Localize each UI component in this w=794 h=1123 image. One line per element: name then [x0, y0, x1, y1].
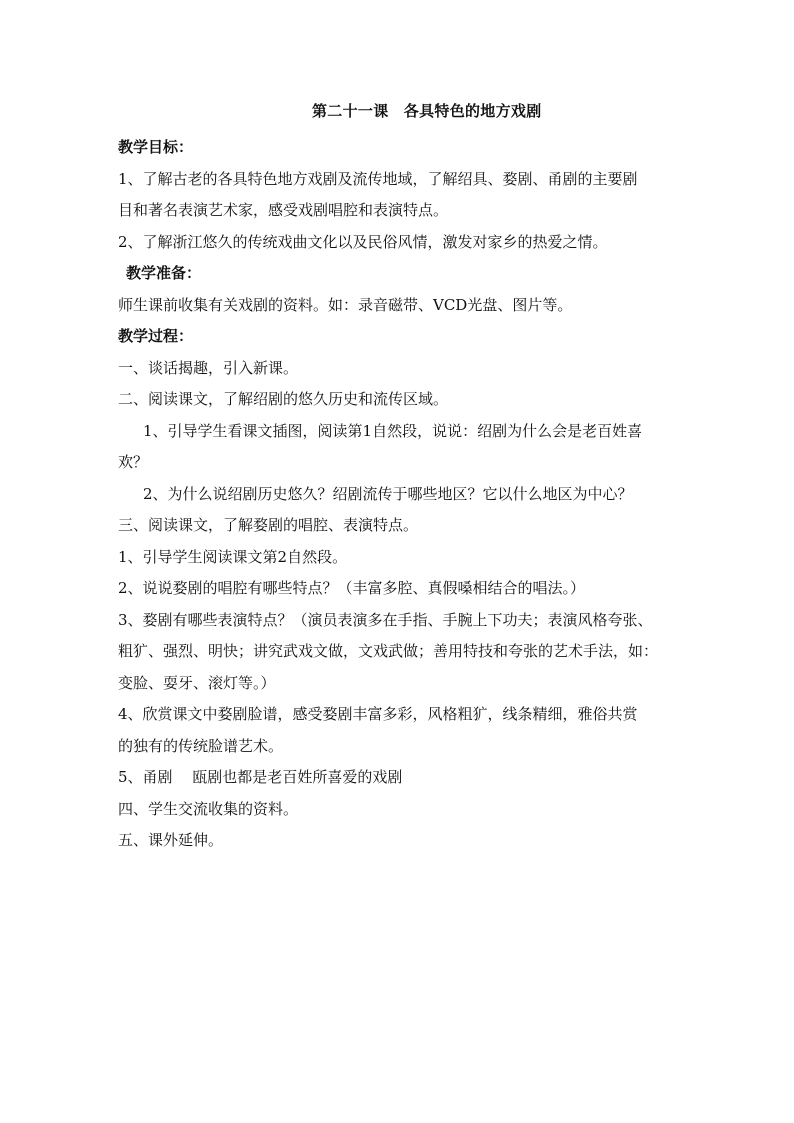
- text-line: 1、引导学生看课文插图，阅读第1自然段，说说：绍剧为什么会是老百姓喜: [143, 421, 643, 440]
- text-line: 目和著名表演艺术家，感受戏剧唱腔和表演特点。: [118, 201, 449, 219]
- text-line: 的独有的传统脸谱艺术。: [118, 736, 284, 755]
- text-line: 2、了解浙江悠久的传统戏曲文化以及民俗风情，激发对家乡的热爱之情。: [118, 232, 608, 251]
- page-title: 第二十一课 各具特色的地方戏剧: [312, 102, 542, 120]
- text-line: 5、甬剧 瓯剧也都是老百姓所喜爱的戏剧: [118, 768, 403, 786]
- text-line: 1、引导学生阅读课文第2自然段。: [118, 547, 348, 566]
- text-line: 3、婺剧有哪些表演特点？（演员表演多在手指、手腕上下功夫；表演风格夸张、: [118, 610, 653, 629]
- text-line: 变脸、耍牙、滚灯等。）: [118, 673, 276, 692]
- text-line: 2、说说婺剧的唱腔有哪些特点？（丰富多腔、真假嗓相结合的唱法。）: [118, 579, 586, 597]
- text-line: 教学目标：: [118, 138, 194, 156]
- text-line: 4、欣赏课文中婺剧脸谱，感受婺剧丰富多彩，风格粗犷，线条精细，雅俗共赏: [118, 705, 638, 723]
- document-body: [118, 132, 678, 857]
- text-line: 1、了解古老的各具特色地方戏剧及流传地域，了解绍具、婺剧、甬剧的主要剧: [118, 169, 638, 188]
- text-line: 欢？: [118, 453, 149, 471]
- text-line: 粗犷、强烈、明快；讲究武戏文做，文戏武做；善用特技和夸张的艺术手法，如：: [118, 642, 659, 660]
- text-line: 四、学生交流收集的资料。: [118, 799, 299, 818]
- text-line: 三、阅读课文，了解婺剧的唱腔、表演特点。: [118, 516, 419, 534]
- text-line: 2、为什么说绍剧历史悠久？绍剧流传于哪些地区？它以什么地区为中心？: [143, 484, 633, 503]
- text-line: 教学准备：: [126, 264, 202, 282]
- text-line: 二、阅读课文，了解绍剧的悠久历史和流传区域。: [118, 390, 449, 408]
- text-line: 一、谈话揭趣，引入新课。: [118, 358, 299, 377]
- text-line: 教学过程：: [118, 327, 194, 345]
- text-line: 五、课外延伸。: [118, 831, 224, 849]
- text-line: 师生课前收集有关戏剧的资料。如：录音磁带、VCD光盘、图片等。: [118, 295, 573, 314]
